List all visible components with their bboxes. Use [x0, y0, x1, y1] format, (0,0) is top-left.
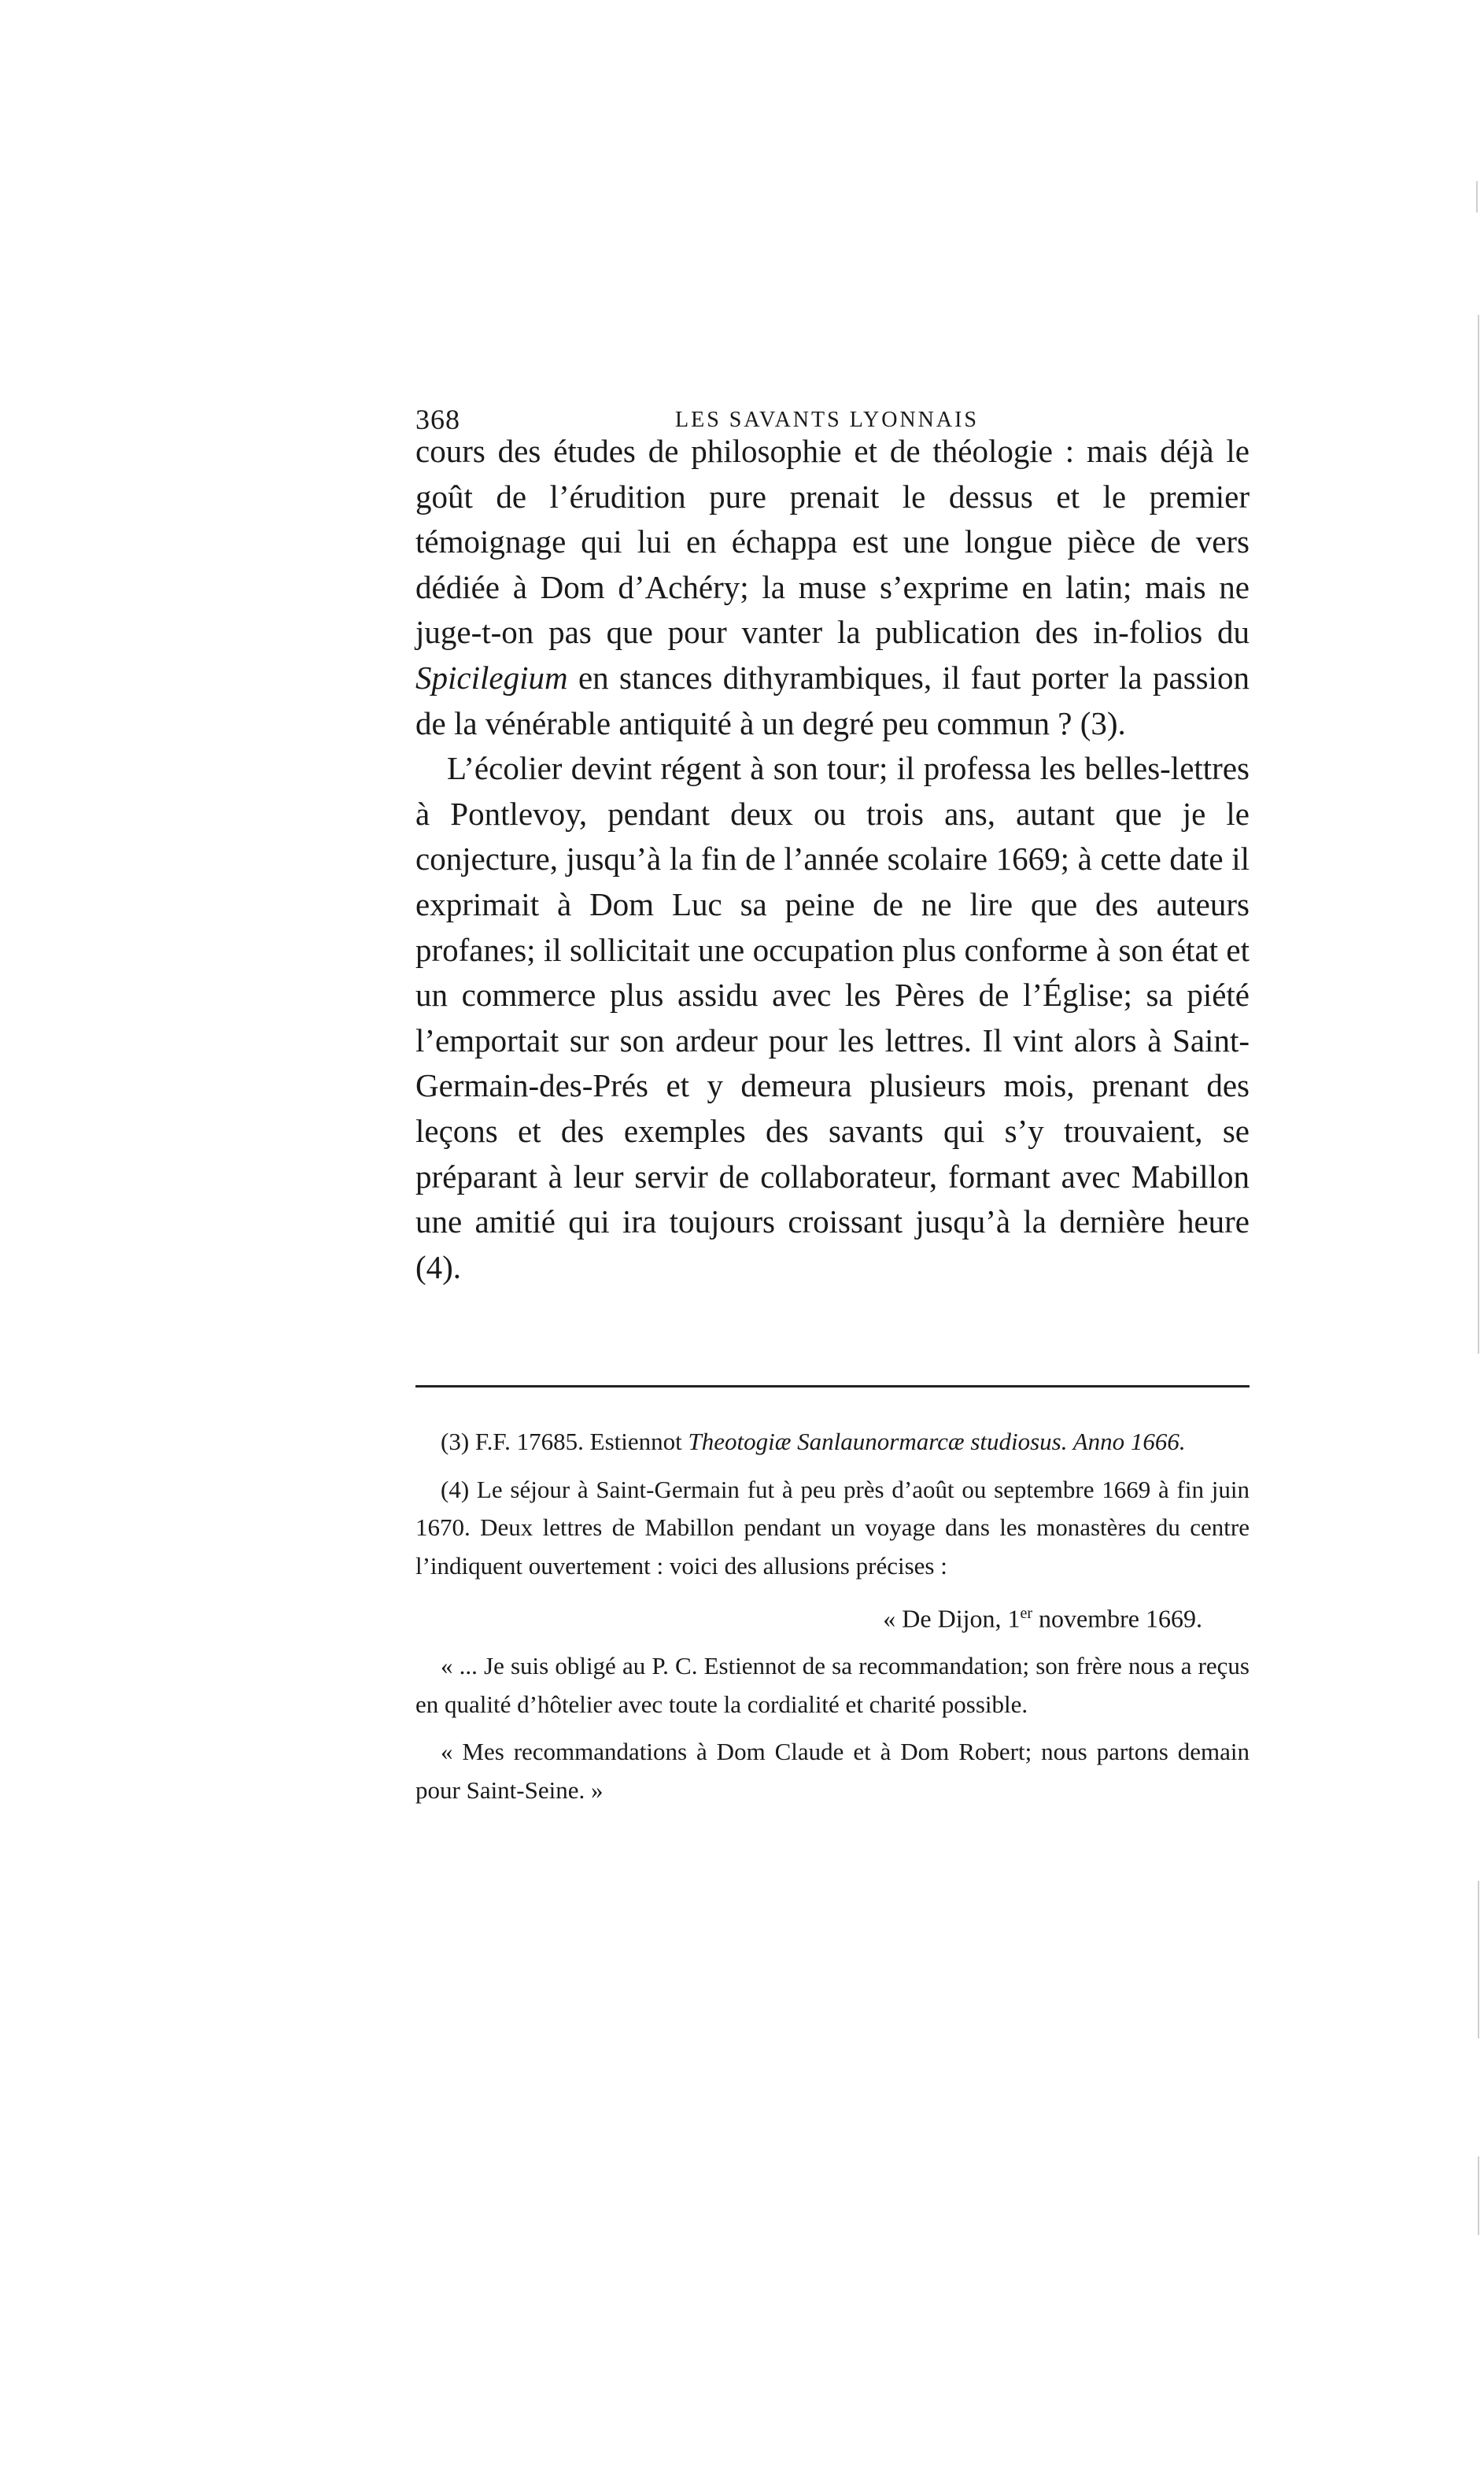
footnote-4: (4) Le séjour à Saint-Germain fut à peu près d’août ou septembre 1669 à fin juin 1670. Deux lettres de Mabillon pendant un voyage dans les monastères du centre l’indiquent ouvertement : voici des allusions précises :: [415, 1475, 1250, 1580]
footnotes: [415, 1423, 1250, 1819]
scan-edge-mark: [1478, 1881, 1479, 2038]
footnote-3-italic: Theotogiæ Sanlaunormarcæ studiosus. Anno 1666.: [688, 1428, 1186, 1455]
scan-edge-mark: [1478, 315, 1479, 1354]
paragraph-1-part-b: en stances dithyrambiques, il faut porter la passion de la vénérable antiquité à un degré peu commun ? (3).: [415, 659, 1250, 741]
scan-edge-mark: [1476, 181, 1478, 212]
footnote-separator: [415, 1385, 1250, 1387]
dateline-part-a: « De Dijon, 1: [883, 1604, 1021, 1633]
paragraph-2: L’écolier devint régent à son tour; il professa les belles-lettres à Pontlevoy, pendant deux ou trois ans, autant que je le conjecture, jusqu’à la fin de l’année scolaire 1669; à cette date il exprimait à Dom Luc sa peine de ne lire que des auteurs profanes; il sollicitait une occupation plus conforme à son état et un commerce plus assidu avec les Pères de l’Église; sa piété l’emportait sur son ardeur pour les lettres. Il vint alors à Saint-Germain-des-Prés et y demeura plusieurs mois, prenant des leçons et des exemples des savants qui s’y trouvaient, se préparant à leur servir de collaborateur, formant avec Mabillon une amitié qui ira toujours croissant jusqu’à la dernière heure (4).: [415, 750, 1250, 1285]
dateline-part-b: novembre 1669.: [1032, 1604, 1202, 1633]
paragraph-1-italic: Spicilegium: [415, 659, 568, 696]
paragraph-1: [415, 429, 1250, 746]
letter-quote-2: « Mes recommandations à Dom Claude et à Dom Robert; nous partons demain pour Saint-Seine. »: [415, 1738, 1250, 1804]
main-text: [415, 429, 1250, 1290]
letter-dateline: [415, 1594, 1250, 1638]
footnote-3-part-a: (3) F.F. 17685. Estiennot: [441, 1428, 688, 1455]
dateline-superscript: er: [1020, 1605, 1033, 1622]
footnote-3: [415, 1423, 1250, 1461]
running-title: LES SAVANTS LYONNAIS: [675, 408, 979, 432]
scan-edge-mark: [1478, 2156, 1479, 2235]
page-number: 368: [415, 404, 460, 435]
letter-quote-1: « ... Je suis obligé au P. C. Estiennot de sa recommandation; son frère nous a reçus en qualité d’hôtelier avec toute la cordialité et charité possible.: [415, 1652, 1250, 1718]
paragraph-1-part-a: cours des études de philosophie et de théologie : mais déjà le goût de l’érudition pure prenait le dessus et le premier témoignage qui lui en échappa est une longue pièce de vers dédiée à Dom d’Achéry; la muse s’exprime en latin; mais ne juge-t-on pas que pour vanter la publication des in-folios du: [415, 433, 1250, 651]
